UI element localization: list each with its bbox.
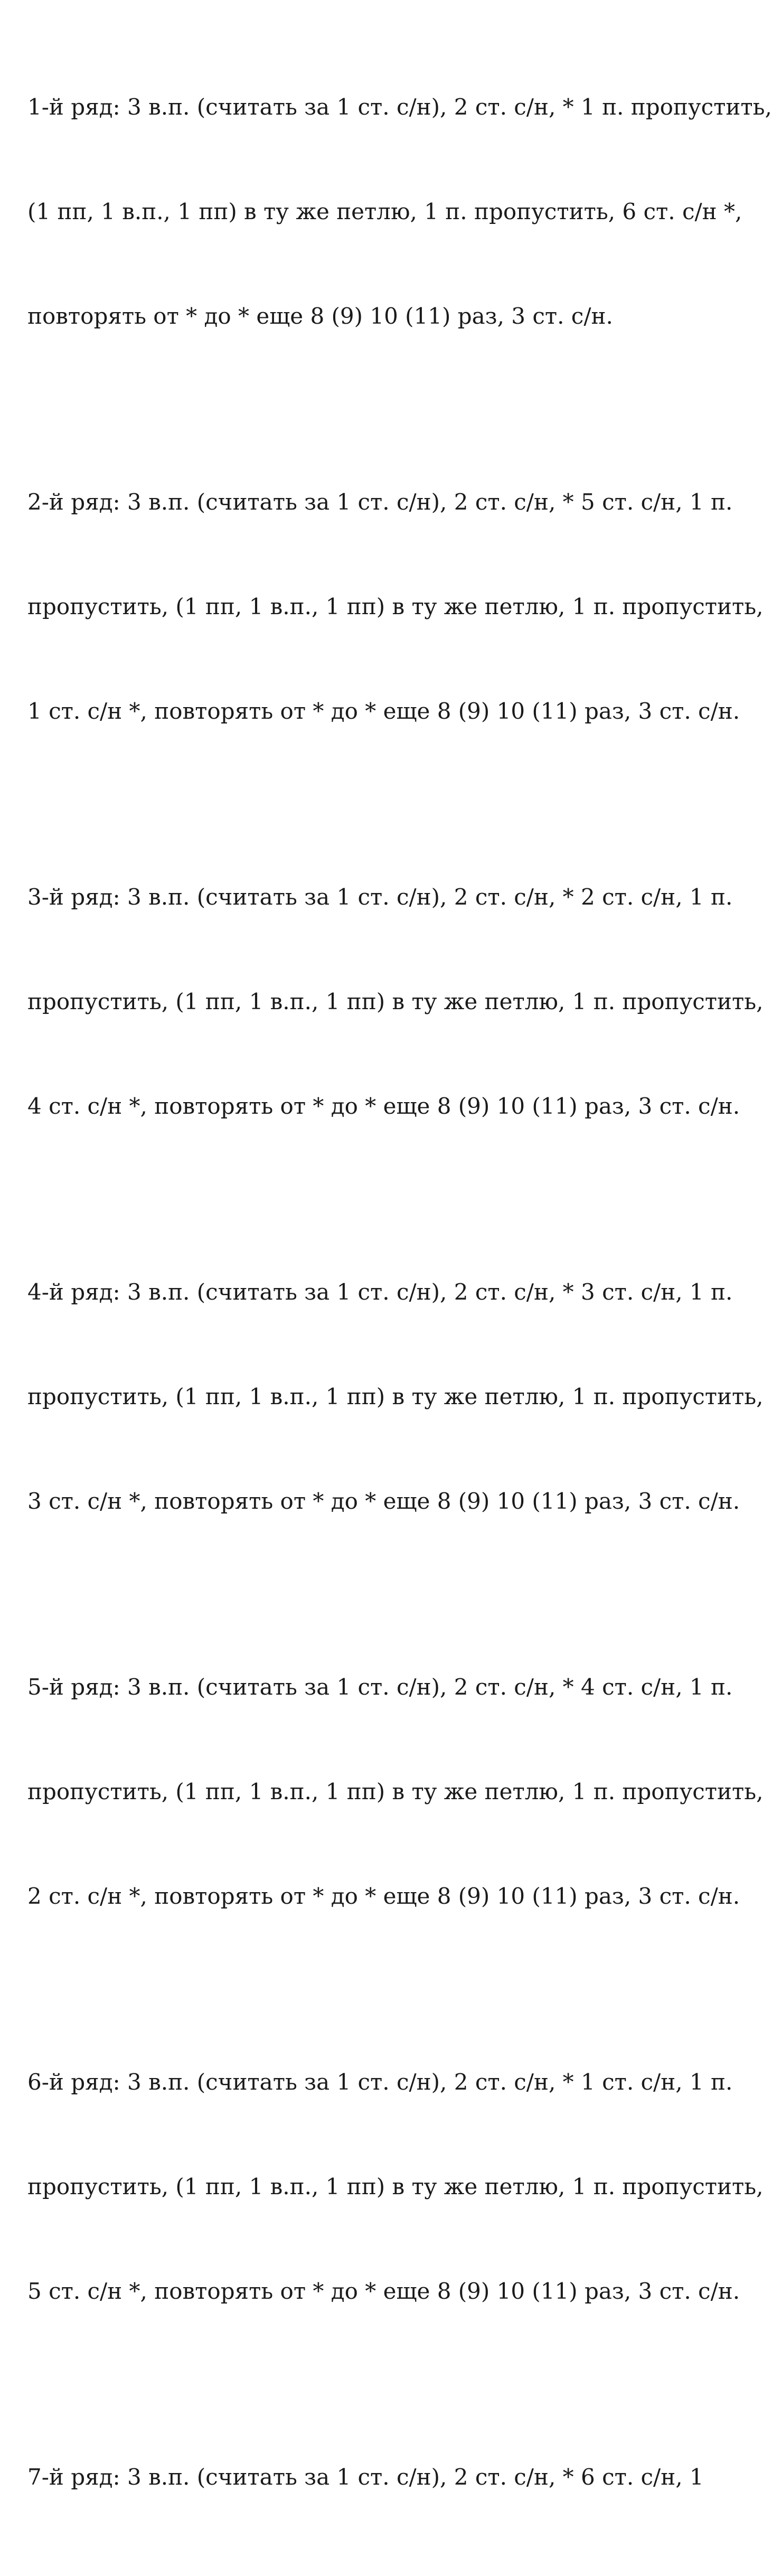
text-line: 6-й ряд: 3 в.п. (считать за 1 ст. с/н), 2 ст. с/н, * 1 ст. с/н, 1 п. [27,2069,733,2095]
text-line: 2-й ряд: 3 в.п. (считать за 1 ст. с/н), 2 ст. с/н, * 5 ст. с/н, 1 п. [27,489,733,515]
row-7-instructions [27,2390,735,2564]
text-line: пропустить, (1 пп, 1 в.п., 1 пп) в ту же петлю, 1 п. пропустить, [27,1779,764,1804]
text-line: пропустить, (1 пп, 1 в.п., 1 пп) в ту же петлю, 1 п. пропустить, [27,2174,764,2199]
pattern-document [27,20,772,2576]
row-4-instructions [27,1205,764,1588]
text-line: 1 ст. с/н *, повторять от * до * еще 8 (9) 10 (11) раз, 3 ст. с/н. [27,698,740,724]
text-line: 4 ст. с/н *, повторять от * до * еще 8 (9) 10 (11) раз, 3 ст. с/н. [27,1093,740,1119]
row-1-instructions [27,20,772,403]
row-6-instructions [27,1995,764,2378]
text-line: 3-й ряд: 3 в.п. (считать за 1 ст. с/н), 2 ст. с/н, * 2 ст. с/н, 1 п. [27,884,733,910]
text-line: 2 ст. с/н *, повторять от * до * еще 8 (9) 10 (11) раз, 3 ст. с/н. [27,1883,740,1909]
text-line: пропустить, (1 пп, 1 в.п., 1 пп) в ту же петлю, 1 п. пропустить, [27,594,764,619]
text-line: 5-й ряд: 3 в.п. (считать за 1 ст. с/н), 2 ст. с/н, * 4 ст. с/н, 1 п. [27,1674,733,1700]
text-line: 3 ст. с/н *, повторять от * до * еще 8 (9) 10 (11) раз, 3 ст. с/н. [27,1488,740,1514]
text-line: 5 ст. с/н *, повторять от * до * еще 8 (9) 10 (11) раз, 3 ст. с/н. [27,2278,740,2304]
text-line: 4-й ряд: 3 в.п. (считать за 1 ст. с/н), 2 ст. с/н, * 3 ст. с/н, 1 п. [27,1279,733,1305]
text-line: 7-й ряд: 3 в.п. (считать за 1 ст. с/н), 2 ст. с/н, * 6 ст. с/н, 1 [27,2464,704,2490]
row-3-instructions [27,810,764,1193]
text-line: 1-й ряд: 3 в.п. (считать за 1 ст. с/н), 2 ст. с/н, * 1 п. пропустить, [27,94,772,120]
text-line: повторять от * до * еще 8 (9) 10 (11) раз, 3 ст. с/н. [27,303,613,329]
text-line: (1 пп, 1 в.п., 1 пп) в ту же петлю, 1 п. пропустить, 6 ст. с/н *, [27,199,742,224]
row-5-instructions [27,1600,764,1983]
text-line: пропустить, (1 пп, 1 в.п., 1 пп) в ту же петлю, 1 п. пропустить, [27,989,764,1014]
text-line: пропустить, (1 пп, 1 в.п., 1 пп) в ту же петлю, 1 п. пропустить, [27,1384,764,1409]
row-2-instructions [27,415,764,798]
